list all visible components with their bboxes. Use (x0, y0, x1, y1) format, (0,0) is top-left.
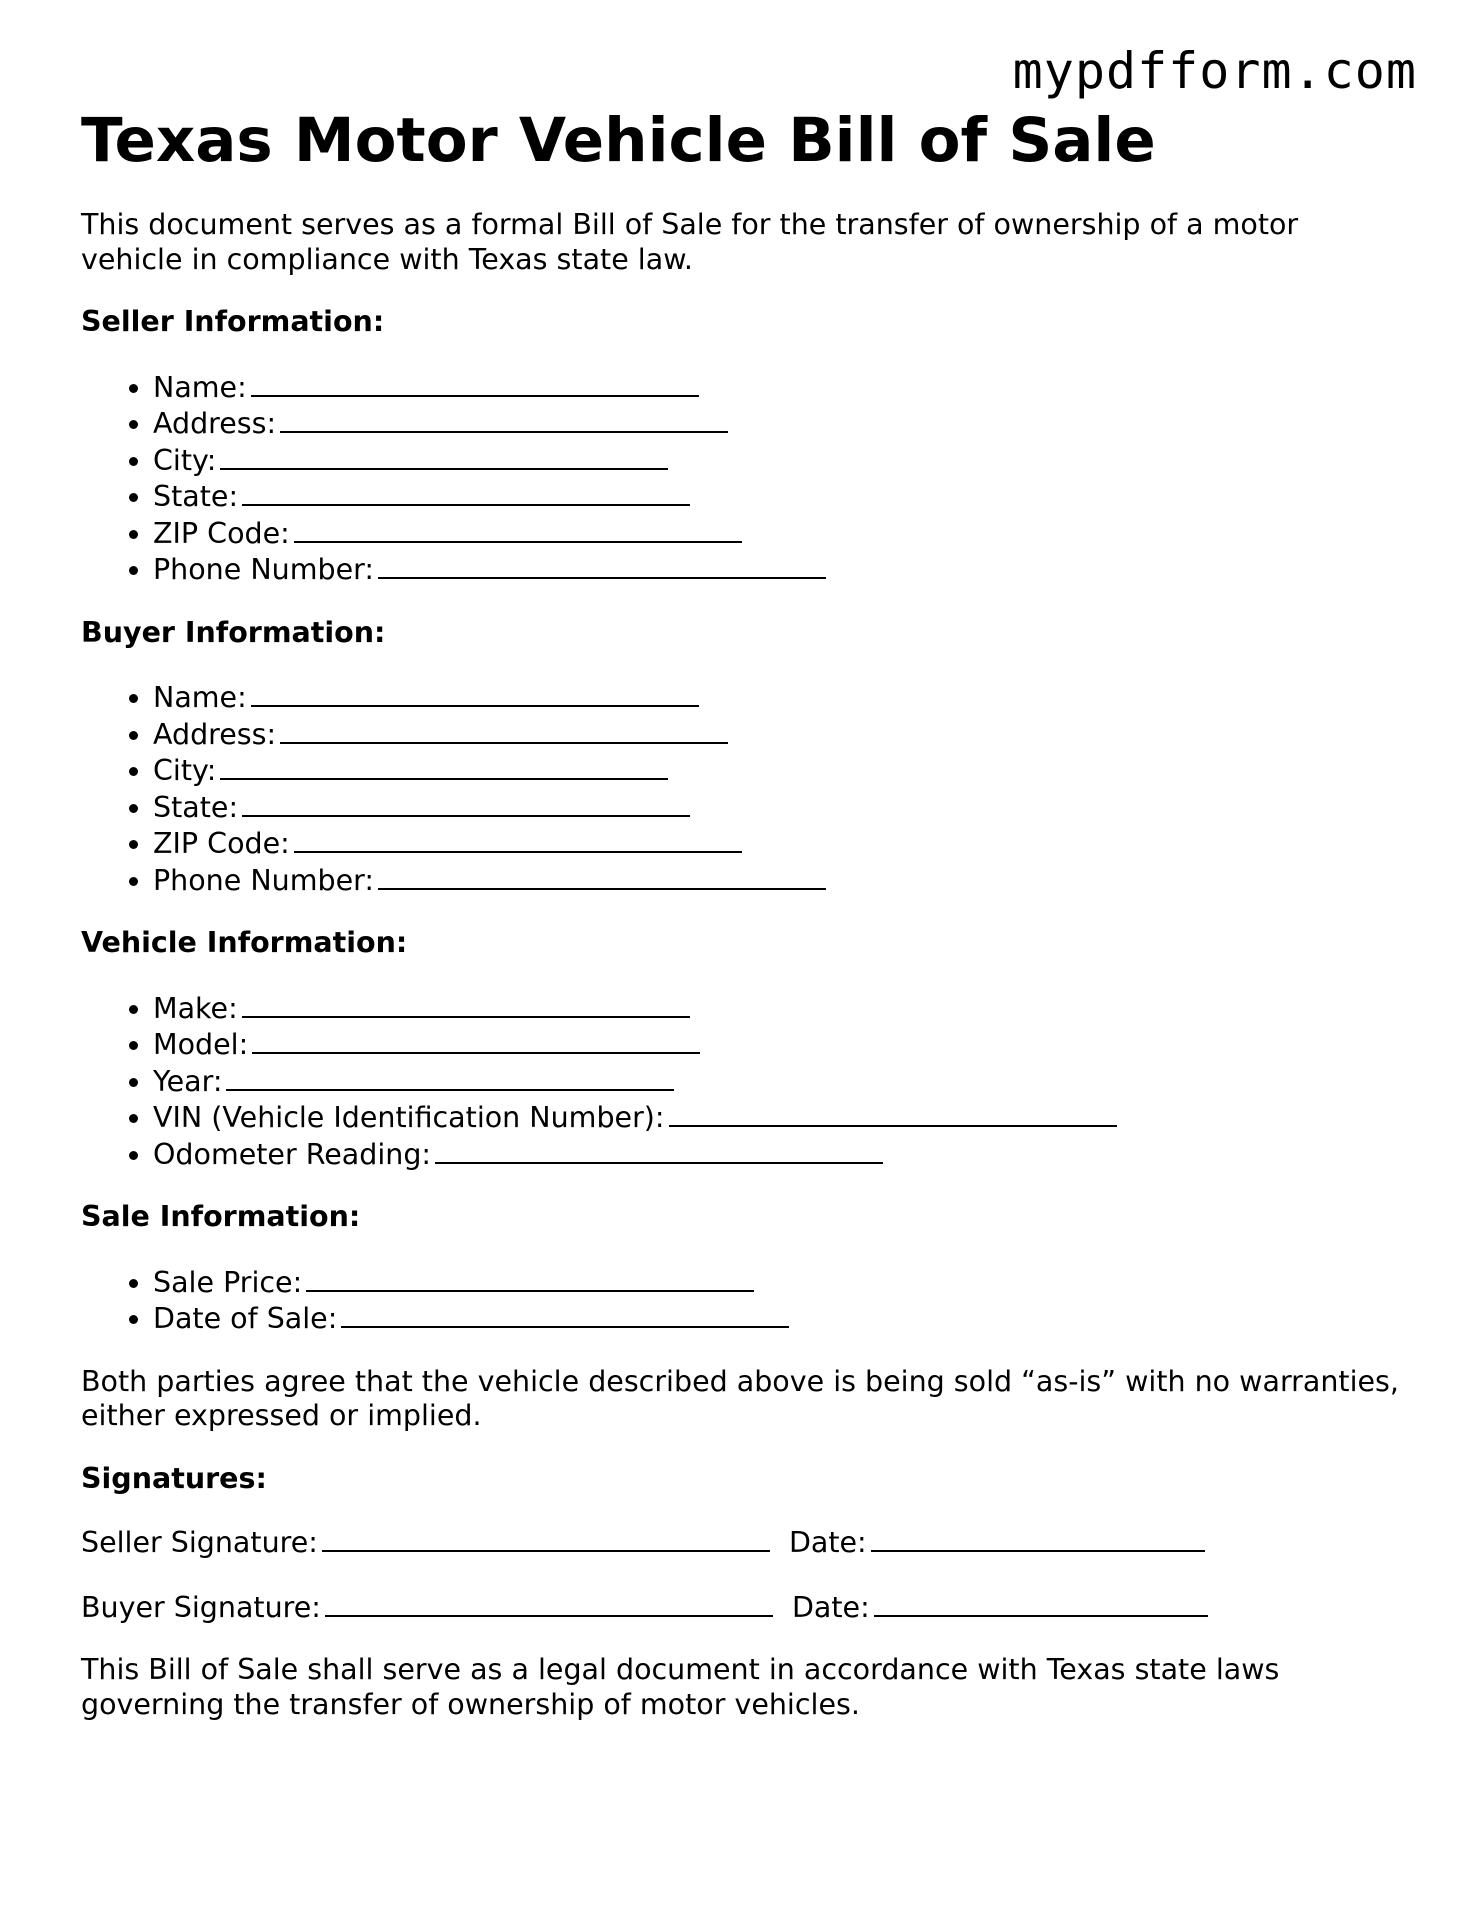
field-label: Odometer Reading: (153, 1137, 432, 1171)
seller-signature-label: Seller Signature: (81, 1526, 318, 1559)
buyer-state-blank[interactable] (242, 789, 690, 817)
seller-address-blank[interactable] (280, 405, 728, 433)
vehicle-year-field (153, 1063, 1401, 1100)
seller-zip-field (153, 515, 1401, 552)
field-label: City: (153, 754, 217, 787)
seller-signature-blank[interactable] (322, 1524, 770, 1552)
seller-city-blank[interactable] (220, 442, 668, 470)
vehicle-fields (81, 990, 1401, 1173)
buyer-name-blank[interactable] (251, 679, 699, 707)
seller-phone-blank[interactable] (378, 551, 826, 579)
sale-price-field (153, 1264, 1401, 1301)
buyer-signature-label: Buyer Signature: (81, 1590, 321, 1624)
buyer-phone-field (153, 862, 1401, 899)
field-label: State: (153, 790, 239, 824)
seller-signature-row (81, 1524, 1401, 1561)
seller-phone-field (153, 551, 1401, 588)
closing-paragraph: This Bill of Sale shall serve as a legal document in accordance with Texas state laws governing the transfer of ownership of motor vehicles. (81, 1653, 1280, 1721)
seller-address-field (153, 405, 1401, 442)
seller-heading: Seller Information: (81, 305, 385, 338)
field-label: Name: (153, 370, 247, 404)
buyer-date-label: Date: (791, 1590, 870, 1624)
sale-price-blank[interactable] (306, 1264, 754, 1292)
as-is-paragraph: Both parties agree that the vehicle described above is being sold “as-is” with no warranties, either expressed or implied. (81, 1364, 1399, 1432)
vehicle-model-field (153, 1026, 1401, 1063)
seller-zip-blank[interactable] (294, 515, 742, 543)
seller-date-blank[interactable] (871, 1524, 1205, 1552)
seller-city-field (153, 442, 1401, 479)
buyer-address-field (153, 716, 1401, 753)
field-label: City: (153, 443, 217, 477)
field-label: ZIP Code: (153, 827, 290, 860)
buyer-phone-blank[interactable] (378, 862, 826, 890)
vehicle-odometer-blank[interactable] (435, 1136, 883, 1164)
buyer-fields (81, 679, 1401, 898)
intro-paragraph: This document serves as a formal Bill of Sale for the transfer of ownership of a motor vehicle in compliance with Texas state law. (81, 208, 1299, 276)
seller-fields (81, 369, 1401, 588)
field-label: Name: (153, 681, 247, 714)
seller-name-blank[interactable] (251, 369, 699, 397)
field-label: Phone Number: (153, 553, 374, 586)
vehicle-model-blank[interactable] (252, 1026, 700, 1054)
buyer-signature-blank[interactable] (325, 1589, 773, 1617)
vehicle-vin-field (153, 1099, 1401, 1136)
field-label: Address: (153, 407, 277, 440)
vehicle-make-blank[interactable] (242, 990, 690, 1018)
sale-fields (81, 1264, 1401, 1337)
field-label: Year: (153, 1064, 223, 1098)
field-label: Address: (153, 717, 277, 751)
vehicle-year-blank[interactable] (226, 1063, 674, 1091)
buyer-address-blank[interactable] (280, 716, 728, 744)
field-label: Make: (153, 991, 238, 1025)
buyer-zip-field (153, 825, 1401, 862)
vehicle-make-field (153, 990, 1401, 1027)
buyer-city-field (153, 752, 1401, 789)
buyer-heading: Buyer Information: (81, 615, 386, 649)
seller-name-field (153, 369, 1401, 406)
vehicle-odometer-field (153, 1136, 1401, 1173)
field-label: Sale Price: (153, 1265, 303, 1299)
field-label: Model: (153, 1028, 249, 1061)
buyer-name-field (153, 679, 1401, 716)
document-title: Texas Motor Vehicle Bill of Sale (81, 105, 1156, 176)
field-label: Phone Number: (153, 863, 374, 897)
field-label: ZIP Code: (153, 516, 290, 550)
buyer-signature-row (81, 1589, 1401, 1626)
sale-heading: Sale Information: (81, 1200, 361, 1233)
watermark: mypdfform.com (1012, 42, 1417, 100)
field-label: Date of Sale: (153, 1302, 338, 1335)
buyer-date-blank[interactable] (874, 1589, 1208, 1617)
sale-date-blank[interactable] (341, 1300, 789, 1328)
seller-state-blank[interactable] (242, 478, 690, 506)
field-label: VIN (Vehicle Identification Number): (153, 1101, 665, 1134)
sale-date-field (153, 1300, 1401, 1337)
seller-date-label: Date: (788, 1526, 867, 1559)
document-page (81, 98, 1401, 1722)
seller-state-field (153, 478, 1401, 515)
buyer-city-blank[interactable] (220, 752, 668, 780)
vehicle-heading: Vehicle Information: (81, 926, 408, 959)
signatures-heading: Signatures: (81, 1461, 267, 1495)
vehicle-vin-blank[interactable] (669, 1099, 1117, 1127)
field-label: State: (153, 480, 239, 513)
buyer-state-field (153, 789, 1401, 826)
buyer-zip-blank[interactable] (294, 825, 742, 853)
